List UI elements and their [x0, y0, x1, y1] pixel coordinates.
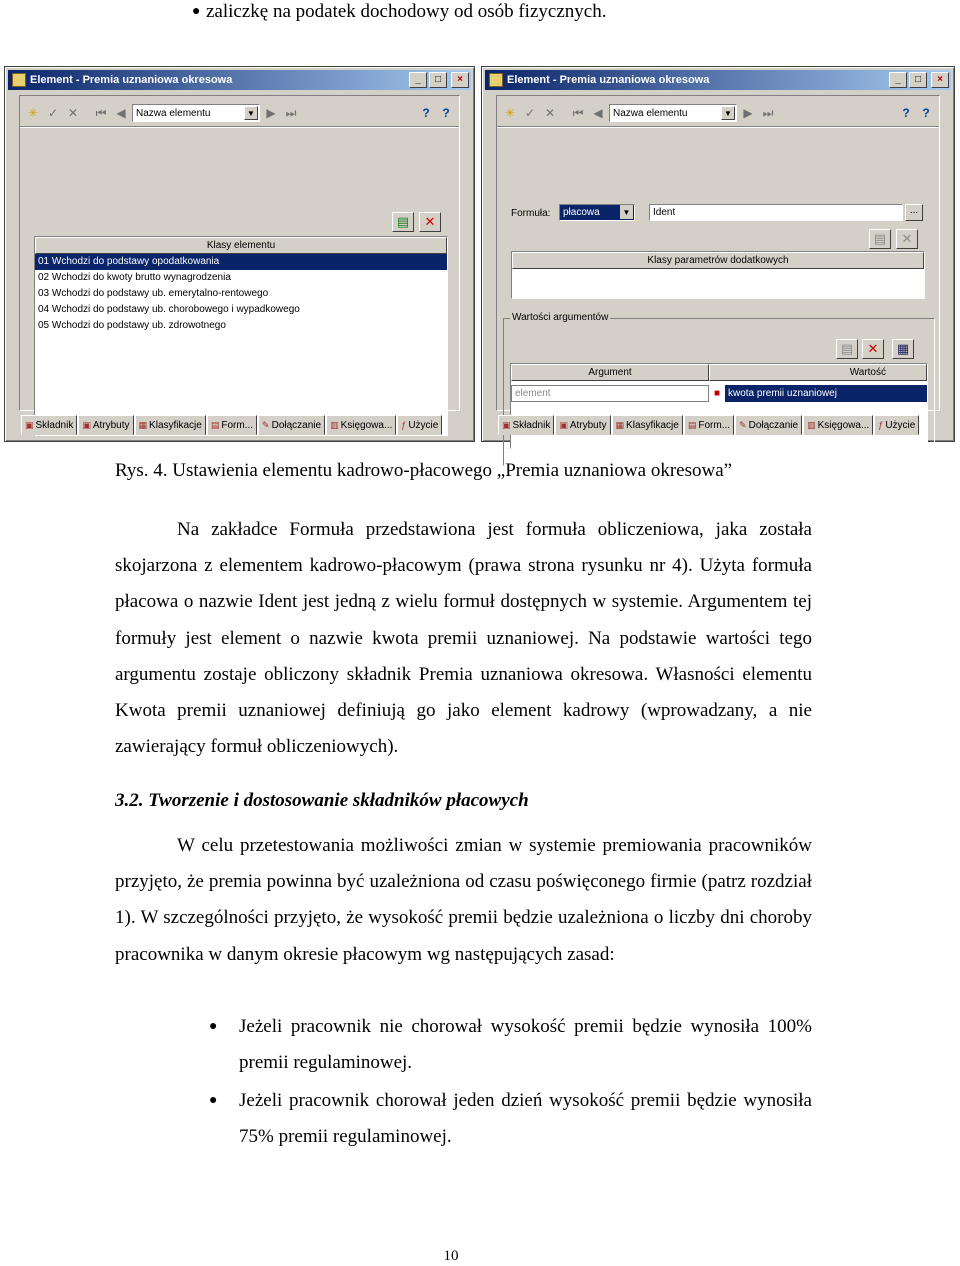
- tab-label: Składnik: [35, 419, 74, 431]
- tab-label: Księgowa...: [340, 419, 393, 431]
- tab-bar: [498, 415, 948, 437]
- tab-bar: [21, 415, 468, 437]
- list-item[interactable]: 03 Wchodzi do podstawy ub. emerytalno-rentowego: [38, 288, 269, 299]
- chevron-down-icon[interactable]: ▼: [620, 205, 633, 219]
- tab-label: Składnik: [512, 419, 551, 431]
- formula-icon: ▤: [210, 419, 220, 430]
- bullet-item-1: [209, 1009, 812, 1081]
- section-heading: 3.2. Tworzenie i dostosowanie składników płacowych: [115, 790, 529, 811]
- bullet-item-2: [209, 1083, 812, 1155]
- ksiegowa-icon: ▥: [807, 419, 816, 430]
- formula-name-value: Ident: [653, 207, 676, 218]
- content-frame: [19, 95, 460, 411]
- formula-type-value: płacowa: [563, 207, 600, 218]
- divider: [20, 126, 459, 128]
- top-bullet: [192, 0, 607, 24]
- title-bar[interactable]: [8, 70, 471, 90]
- uzycie-icon: ƒ: [878, 420, 884, 430]
- list-item[interactable]: 02 Wchodzi do kwoty brutto wynagrodzenia: [38, 272, 231, 283]
- ksiegowa-icon: ▥: [330, 419, 339, 430]
- list-item[interactable]: 04 Wchodzi do podstawy ub. chorobowego i wypadkowego: [38, 304, 300, 315]
- dolaczanie-icon: ✎: [262, 419, 270, 430]
- tab-klasyfikacje[interactable]: [135, 415, 206, 435]
- edit-list-icon[interactable]: ▤: [869, 229, 891, 249]
- context-help-icon[interactable]: ?: [442, 106, 450, 120]
- close-button[interactable]: ×: [451, 72, 469, 88]
- maximize-button[interactable]: □: [429, 72, 447, 88]
- klasyfikacje-icon: ▦: [138, 419, 148, 430]
- bullet-dot-icon: ●: [209, 1019, 218, 1034]
- list-item[interactable]: 01 Wchodzi do podstawy opodatkowania: [35, 254, 447, 270]
- dolaczanie-icon: ✎: [739, 419, 747, 430]
- skladnik-icon: ▣: [25, 419, 34, 430]
- uzycie-icon: ƒ: [401, 420, 407, 430]
- atrybuty-icon: ▣: [82, 419, 91, 430]
- app-icon: [489, 73, 503, 87]
- delete-icon[interactable]: ✕: [862, 339, 884, 359]
- next-record-icon[interactable]: ▶: [266, 106, 276, 120]
- help-icon[interactable]: ?: [902, 106, 910, 120]
- value-cell[interactable]: kwota premii uznaniowej: [725, 385, 927, 402]
- tab-label: Atrybuty: [92, 419, 130, 431]
- tab-label: Form...: [698, 419, 731, 431]
- tab-atrybuty[interactable]: [555, 415, 610, 435]
- delete-icon[interactable]: ✕: [419, 212, 441, 232]
- tab-uzycie[interactable]: [397, 415, 442, 435]
- edit-list-icon[interactable]: ▤: [392, 212, 414, 232]
- new-icon[interactable]: ✳: [504, 106, 516, 120]
- next-record-icon[interactable]: ▶: [743, 106, 753, 120]
- tab-skladnik[interactable]: [21, 415, 77, 435]
- title-bar[interactable]: [485, 70, 951, 90]
- browse-button[interactable]: ...: [905, 204, 923, 221]
- sort-combo[interactable]: [132, 104, 260, 122]
- maximize-button[interactable]: □: [909, 72, 927, 88]
- tab-uzycie[interactable]: [874, 415, 919, 435]
- top-bullet-text: zaliczkę na podatek dochodowy od osób fizycznych.: [206, 1, 607, 22]
- context-help-icon[interactable]: ?: [922, 106, 930, 120]
- figure-caption: Rys. 4. Ustawienia elementu kadrowo-płacowego „Premia uznaniowa okresowa”: [115, 460, 733, 481]
- tab-atrybuty[interactable]: [78, 415, 133, 435]
- tab-formula[interactable]: [207, 415, 257, 435]
- confirm-icon[interactable]: ✓: [524, 106, 536, 120]
- tab-label: Dołączanie: [748, 419, 799, 431]
- last-record-icon[interactable]: ⏭: [285, 106, 297, 120]
- last-record-icon[interactable]: ⏭: [762, 106, 774, 120]
- properties-icon[interactable]: ▦: [892, 339, 914, 359]
- atrybuty-icon: ▣: [559, 419, 568, 430]
- element-classes-list: [34, 236, 448, 436]
- skladnik-icon: ▣: [502, 419, 511, 430]
- page-number: 10: [443, 1248, 459, 1264]
- toolbar: [24, 102, 455, 124]
- tab-ksiegowa[interactable]: [326, 415, 396, 435]
- klasyfikacje-icon: ▦: [615, 419, 625, 430]
- app-icon: [12, 73, 26, 87]
- tab-label: Użycie: [408, 419, 439, 431]
- cancel-icon[interactable]: ✕: [67, 106, 79, 120]
- delete-icon[interactable]: ✕: [896, 229, 918, 249]
- content-frame: [496, 95, 940, 411]
- group-title: Wartości argumentów: [512, 312, 609, 323]
- tab-label: Klasyfikacje: [626, 419, 679, 431]
- prev-record-icon[interactable]: ◀: [593, 106, 603, 120]
- column-header-wartosc[interactable]: Wartość: [709, 364, 927, 381]
- tab-skladnik[interactable]: [498, 415, 554, 435]
- paragraph-2-text: W celu przetestowania możliwości zmian w systemie premiowania pracowników przyjęto, że premia powinna być uzależniona od czasu poświęconego firmie (patrz rozdział 1). W szczególności przyjęto, że wysokość premii będzie uzależniona o liczby dni choroby pracownika w danym okresie płacowym wg następujących zasad:: [115, 835, 812, 965]
- chevron-down-icon[interactable]: ▼: [244, 106, 258, 120]
- paragraph-2: [115, 828, 812, 973]
- list-header[interactable]: Klasy elementu: [35, 237, 447, 254]
- tab-klasyfikacje[interactable]: [612, 415, 683, 435]
- prev-record-icon[interactable]: ◀: [116, 106, 126, 120]
- bullet-dot-icon: ●: [192, 4, 201, 19]
- bullet-text: Jeżeli pracownik chorował jeden dzień wysokość premii będzie wynosiła 75% premii regulaminowej.: [239, 1090, 812, 1148]
- param-classes-list: [511, 251, 925, 299]
- tab-label: Form...: [221, 419, 254, 431]
- edit-list-icon[interactable]: ▤: [836, 339, 858, 359]
- list-header[interactable]: Klasy parametrów dodatkowych: [512, 252, 924, 269]
- tab-label: Klasyfikacje: [149, 419, 202, 431]
- tab-formula[interactable]: [684, 415, 734, 435]
- bullet-text: Jeżeli pracownik nie chorował wysokość premii będzie wynosiła 100% premii regulaminowej.: [239, 1016, 812, 1074]
- argument-cell: element: [511, 385, 709, 402]
- first-record-icon[interactable]: ⏮: [572, 106, 584, 120]
- formula-icon: ▤: [687, 419, 697, 430]
- toolbar: [501, 102, 935, 124]
- argument-values-group: [503, 312, 935, 466]
- help-icon[interactable]: ?: [422, 106, 430, 120]
- paragraph-1-text: Na zakładce Formuła przedstawiona jest formuła obliczeniowa, jaka została skojarzona z elementem kadrowo-płacowym (prawa strona rysunku nr 4). Użyta formuła płacowa o nazwie Ident jest jedną z wielu formuł dostępnych w systemie. Argumentem tej formuły jest element o nazwie kwota premii uznaniowej. Na podstawie wartości tego argumentu zostaje obliczony składnik Premia uznaniowa okresowa. Własności elementu Kwota premii uznaniowej definiują go jako element kadrowy (wprowadzany, a nie zawierający formuł obliczeniowych).: [115, 519, 812, 758]
- table-row[interactable]: [511, 385, 927, 402]
- sort-combo-value: Nazwa elementu: [136, 107, 211, 119]
- element-window-left: [4, 66, 475, 442]
- tab-label: Dołączanie: [271, 419, 322, 431]
- close-button[interactable]: ×: [931, 72, 949, 88]
- minimize-button[interactable]: _: [409, 72, 427, 88]
- tab-dolaczanie[interactable]: [735, 415, 802, 435]
- tab-ksiegowa[interactable]: [803, 415, 873, 435]
- new-icon[interactable]: ✳: [27, 106, 39, 120]
- formula-type-select[interactable]: [559, 204, 635, 221]
- tab-label: Księgowa...: [817, 419, 870, 431]
- column-header-argument[interactable]: Argument: [511, 364, 709, 381]
- divider: [497, 126, 939, 128]
- cancel-icon[interactable]: ✕: [544, 106, 556, 120]
- formula-label: Formuła:: [511, 208, 551, 219]
- formula-name-field[interactable]: [649, 204, 903, 221]
- sort-combo-value: Nazwa elementu: [613, 107, 688, 119]
- lookup-icon[interactable]: ■: [713, 388, 721, 399]
- window-title: Element - Premia uznaniowa okresowa: [30, 74, 233, 86]
- bullet-dot-icon: ●: [209, 1093, 218, 1108]
- minimize-button[interactable]: _: [889, 72, 907, 88]
- confirm-icon[interactable]: ✓: [47, 106, 59, 120]
- chevron-down-icon[interactable]: ▼: [721, 106, 735, 120]
- paragraph-1: [115, 512, 812, 765]
- list-item[interactable]: 05 Wchodzi do podstawy ub. zdrowotnego: [38, 320, 226, 331]
- element-window-right: [481, 66, 955, 442]
- tab-label: Użycie: [885, 419, 916, 431]
- window-title: Element - Premia uznaniowa okresowa: [507, 74, 710, 86]
- tab-dolaczanie[interactable]: [258, 415, 325, 435]
- first-record-icon[interactable]: ⏮: [95, 106, 107, 120]
- tab-label: Atrybuty: [569, 419, 607, 431]
- sort-combo[interactable]: [609, 104, 737, 122]
